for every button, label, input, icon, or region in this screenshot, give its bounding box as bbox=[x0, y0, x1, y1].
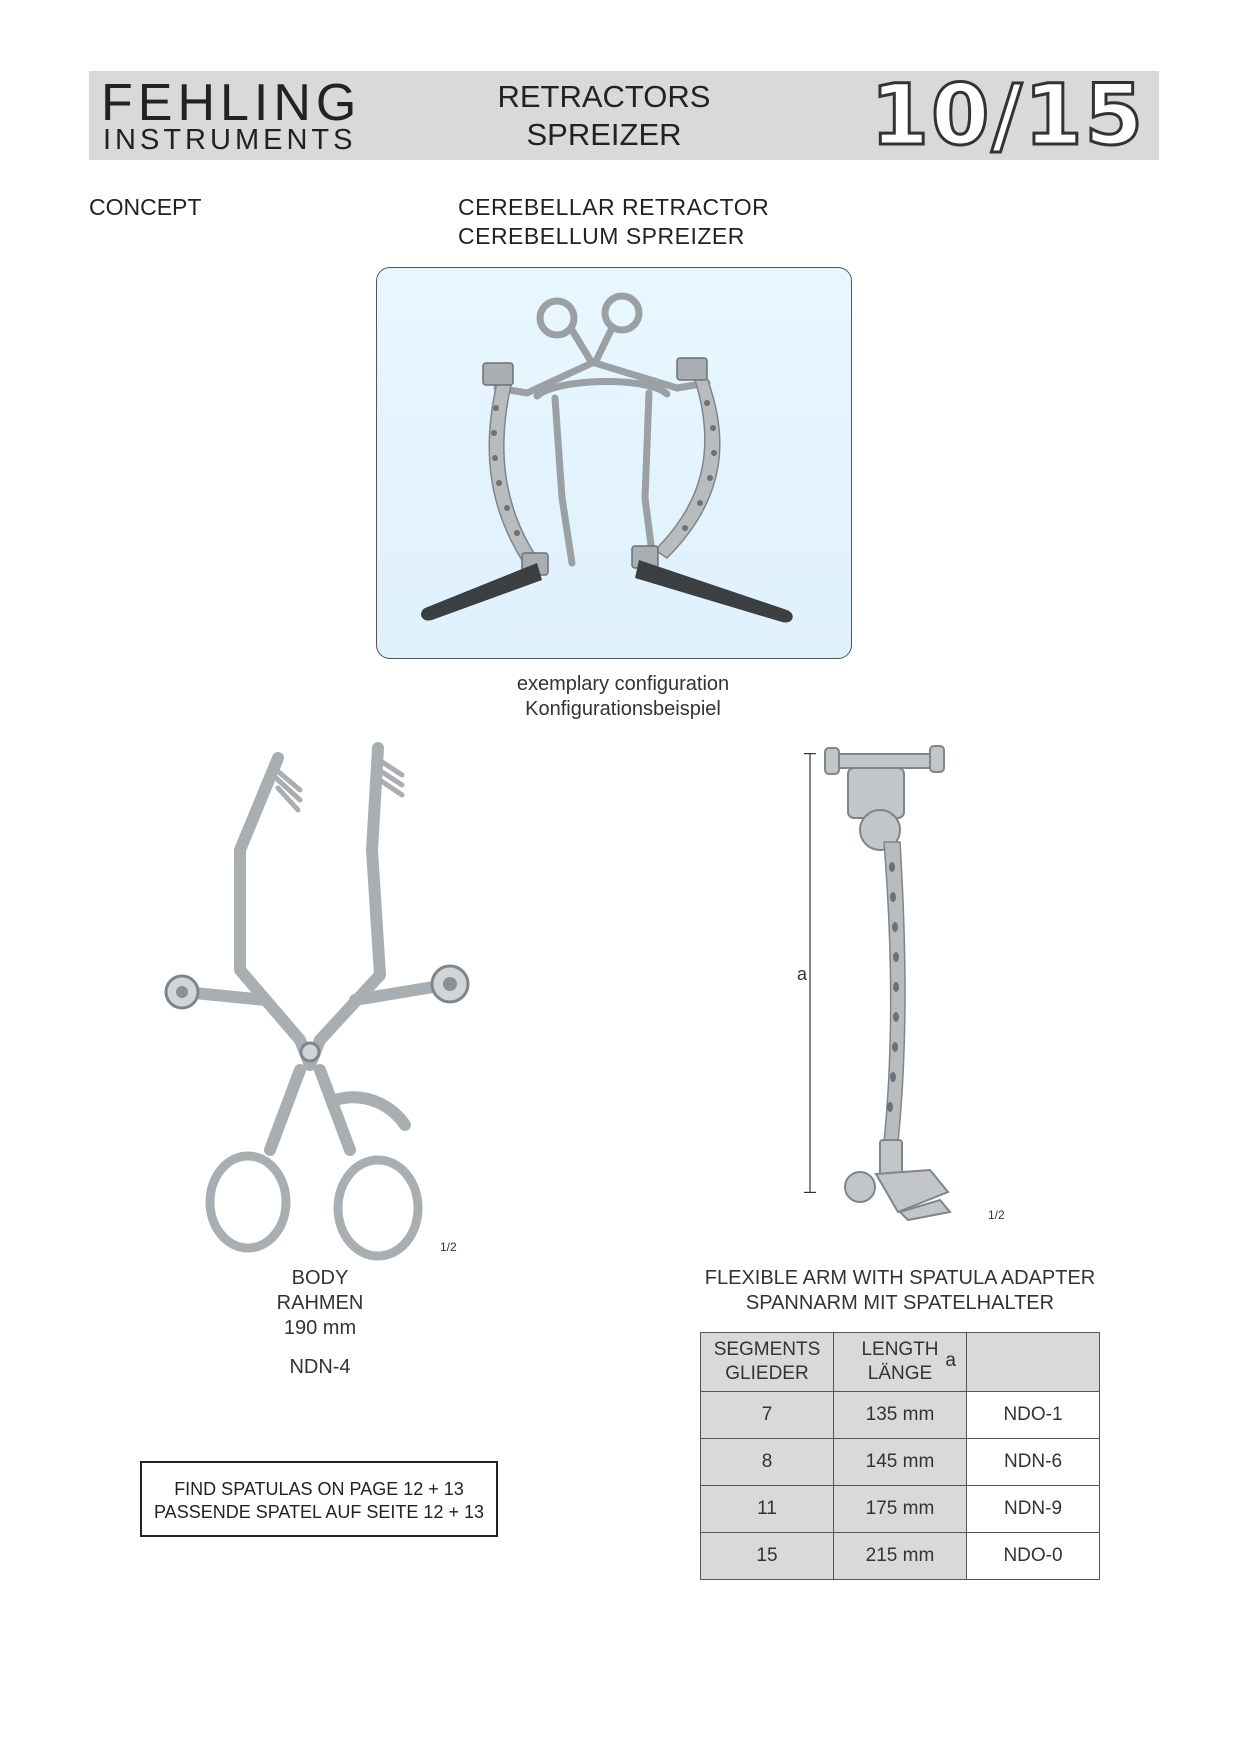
arm-name-en: FLEXIBLE ARM WITH SPATULA ADAPTER bbox=[704, 1267, 1096, 1289]
cell-code: NDN-6 bbox=[967, 1439, 1100, 1486]
product-title-en: CEREBELLAR RETRACTOR bbox=[458, 194, 770, 220]
arm-description bbox=[690, 1266, 1110, 1316]
table-row bbox=[701, 1392, 1100, 1439]
assembled-retractor-illustration bbox=[377, 268, 851, 658]
page-header bbox=[89, 66, 1159, 164]
cell-segments: 8 bbox=[701, 1439, 834, 1486]
cell-segments: 11 bbox=[701, 1486, 834, 1533]
photo-caption-en: exemplary configuration bbox=[516, 673, 730, 695]
header-segments-en: SEGMENTS bbox=[713, 1339, 821, 1360]
configuration-photo bbox=[376, 267, 852, 659]
section-label: CONCEPT bbox=[89, 194, 202, 220]
arm-name-de: SPANNARM MIT SPATELHALTER bbox=[745, 1292, 1055, 1314]
body-description bbox=[220, 1266, 420, 1341]
note-en: FIND SPATULAS ON PAGE 12 + 13 bbox=[174, 1479, 464, 1499]
cell-code: NDO-0 bbox=[967, 1533, 1100, 1580]
header-length-en: LENGTH bbox=[861, 1339, 939, 1360]
category-title-de: SPREIZER bbox=[526, 117, 682, 152]
photo-caption-de: Konfigurationsbeispiel bbox=[525, 698, 721, 720]
spatula-reference-note bbox=[140, 1461, 498, 1537]
body-name-en: BODY bbox=[291, 1267, 349, 1289]
cell-length: 215 mm bbox=[834, 1533, 967, 1580]
brand-name: FEHLING bbox=[101, 74, 362, 132]
category-title-en: RETRACTORS bbox=[497, 79, 711, 114]
arm-variants-table bbox=[700, 1332, 1100, 1580]
table-row bbox=[701, 1486, 1100, 1533]
body-article-code: NDN-4 bbox=[289, 1356, 351, 1378]
cell-code: NDN-9 bbox=[967, 1486, 1100, 1533]
cell-segments: 7 bbox=[701, 1392, 834, 1439]
header-length bbox=[834, 1333, 967, 1392]
body-size: 190 mm bbox=[283, 1317, 357, 1339]
retractor-body-illustration bbox=[150, 730, 490, 1275]
page-number: 10/15 bbox=[870, 66, 1145, 164]
product-title-de: CEREBELLUM SPREIZER bbox=[458, 223, 745, 249]
header-length-dim: a bbox=[945, 1350, 956, 1371]
brand-subname: INSTRUMENTS bbox=[103, 124, 357, 156]
cell-length: 135 mm bbox=[834, 1392, 967, 1439]
dimension-label: a bbox=[797, 962, 807, 987]
arm-scale-label: 1/2 bbox=[988, 1208, 1005, 1222]
table-row bbox=[701, 1439, 1100, 1486]
header-length-de: LÄNGE bbox=[867, 1363, 933, 1384]
body-name-de: RAHMEN bbox=[276, 1292, 364, 1314]
header-segments-de: GLIEDER bbox=[725, 1363, 809, 1384]
cell-length: 145 mm bbox=[834, 1439, 967, 1486]
header-segments bbox=[701, 1333, 834, 1392]
note-de: PASSENDE SPATEL AUF SEITE 12 + 13 bbox=[154, 1502, 484, 1522]
cell-code: NDO-1 bbox=[967, 1392, 1100, 1439]
body-scale-label: 1/2 bbox=[440, 1240, 457, 1254]
cell-segments: 15 bbox=[701, 1533, 834, 1580]
cell-length: 175 mm bbox=[834, 1486, 967, 1533]
table-row bbox=[701, 1533, 1100, 1580]
flexible-arm-illustration bbox=[780, 742, 1020, 1250]
header-code bbox=[967, 1333, 1100, 1392]
table-header-row bbox=[701, 1333, 1100, 1392]
